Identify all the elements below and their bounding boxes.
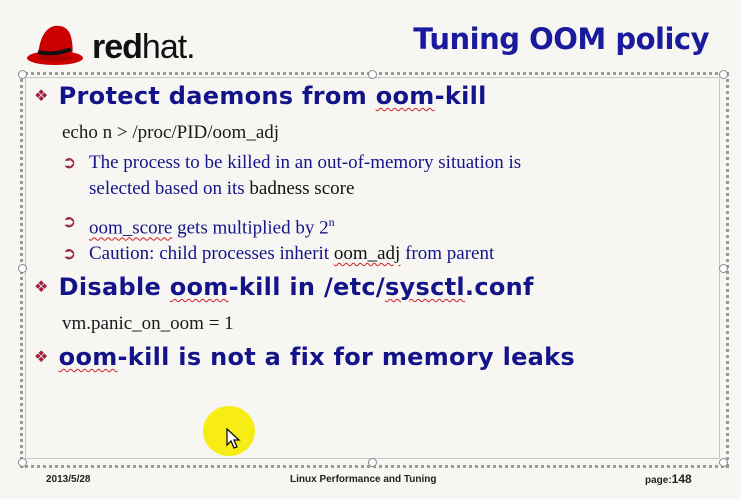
diamond-bullet-icon: ❖ [34,277,49,296]
resize-handle[interactable] [368,458,377,467]
arrow-bullet-icon: ➲ [62,212,77,231]
bullet-disable-oom-kill: ❖ Disable oom-kill in /etc/sysctl.conf [34,273,534,301]
bullet-protect-daemons: ❖ Protect daemons from oom-kill [34,82,487,110]
diamond-bullet-icon: ❖ [34,86,49,105]
resize-handle[interactable] [18,70,27,79]
footer-date: 2013/5/28 [46,474,91,485]
redhat-logo [24,18,214,68]
resize-handle[interactable] [719,458,728,467]
arrow-bullet-icon: ➲ [62,244,77,263]
arrow-bullet-icon: ➲ [62,153,77,172]
bullet-not-a-fix: ❖ oom-kill is not a fix for memory leaks [34,343,576,371]
resize-handle[interactable] [368,70,377,79]
resize-handle[interactable] [18,264,27,273]
command-echo-oom-adj: echo n > /proc/PID/oom_adj [62,122,280,143]
redhat-logo-icon [24,18,86,68]
mouse-cursor-icon [226,428,242,450]
resize-handle[interactable] [719,264,728,273]
slide-title: Tuning OOM policy [413,22,709,56]
sub-bullet-oom-score: ➲ oom_score gets multiplied by 2$^n$ [62,209,335,241]
page-number: page:148 [645,472,692,486]
diamond-bullet-icon: ❖ [34,347,49,366]
footer-title: Linux Performance and Tuning [290,474,437,485]
redhat-wordmark: redhat. [92,28,195,66]
sub-bullet-badness: ➲ The process to be killed in an out-of-memory situation is selected based on its badness score [62,152,522,199]
resize-handle[interactable] [719,70,728,79]
sub-bullet-caution: ➲ Caution: child processes inherit oom_adj from parent [62,241,494,267]
setting-vm-panic: vm.panic_on_oom = 1 [62,313,234,334]
resize-handle[interactable] [18,458,27,467]
